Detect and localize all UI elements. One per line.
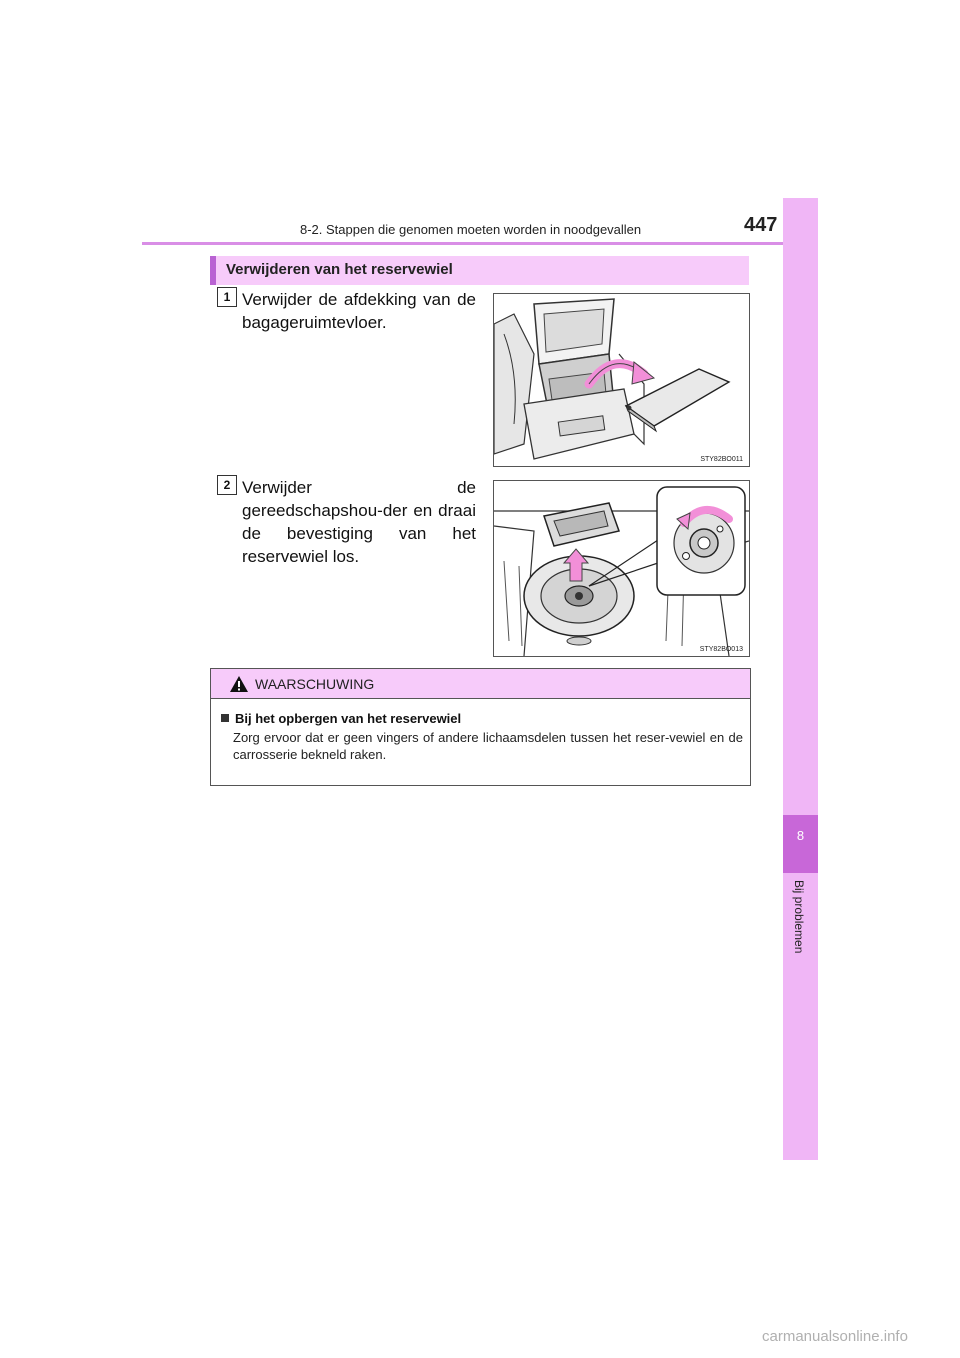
warning-box	[210, 668, 751, 786]
step-2-text: Verwijder de gereedschapshou-der en draai de bevestiging van het reservewiel los.	[242, 478, 476, 566]
warning-header	[211, 669, 750, 699]
section-heading	[210, 256, 749, 285]
trunk-open-illustration	[494, 294, 749, 466]
warning-triangle-icon	[229, 675, 249, 693]
step-number-1: 1	[217, 287, 237, 307]
warning-body: Zorg ervoor dat er geen vingers of andere lichaamsdelen tussen het reser-vewiel en de carrosserie bekneld raken.	[233, 730, 743, 762]
spare-wheel-illustration	[494, 481, 749, 656]
chapter-label: Bij problemen	[792, 880, 806, 954]
figure-remove-floor-cover	[493, 293, 750, 467]
header-divider	[142, 242, 818, 245]
warning-title: WAARSCHUWING	[255, 676, 375, 692]
warning-subheading-text: Bij het opbergen van het reservewiel	[235, 711, 462, 726]
section-heading-text: Verwijderen van het reservewiel	[226, 261, 453, 278]
figure-code: STY82BO011	[700, 456, 743, 463]
chapter-number-tab: 8	[783, 815, 818, 873]
chapter-side-strip	[783, 198, 818, 1160]
step-number-2: 2	[217, 475, 237, 495]
step-1-text: Verwijder de afdekking van de bagageruimtevloer.	[242, 290, 476, 332]
page-number: 447	[744, 214, 778, 236]
section-heading-bar	[210, 256, 216, 285]
running-header-section-title: 8-2. Stappen die genomen moeten worden in noodgevallen	[300, 222, 642, 237]
bullet-square-icon	[221, 714, 229, 722]
watermark: carmanualsonline.info	[762, 1328, 908, 1345]
figure-code: STY82BO013	[699, 646, 743, 653]
figure-tool-holder-spare-wheel	[493, 480, 750, 657]
warning-subheading	[221, 711, 461, 726]
